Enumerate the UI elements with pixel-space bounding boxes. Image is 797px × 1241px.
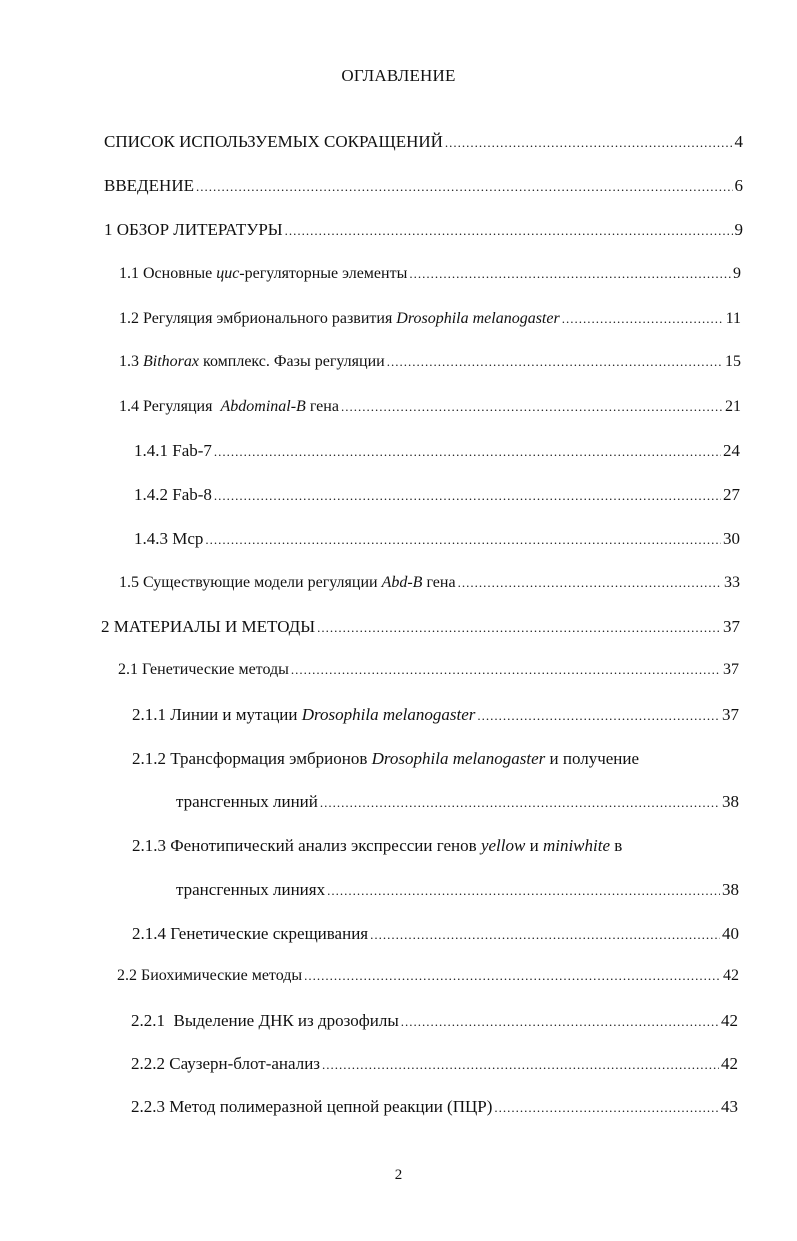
- toc-entry[interactable]: [132, 924, 739, 946]
- toc-page-number: 15: [725, 353, 741, 370]
- toc-page-number: 38: [722, 792, 739, 811]
- toc-entry-text: 2.1 Генетические методы: [118, 661, 289, 678]
- toc-entry[interactable]: [134, 529, 740, 551]
- toc-entry[interactable]: [132, 705, 739, 727]
- toc-page-number: 24: [723, 441, 740, 460]
- toc-entry[interactable]: [119, 265, 741, 287]
- dot-leader: [445, 135, 733, 151]
- toc-entry-text: [119, 398, 339, 416]
- text-run: и: [525, 836, 543, 855]
- toc-entry[interactable]: [134, 441, 740, 463]
- italic-term: Bithorax: [143, 353, 199, 370]
- text-run: 2.1.1 Линии и мутации: [132, 705, 302, 724]
- toc-entry[interactable]: [119, 574, 740, 596]
- toc-entry-text: трансгенных линиях: [176, 880, 326, 899]
- toc-page-number: 43: [721, 1097, 738, 1116]
- page-number: 2: [394, 1167, 403, 1183]
- toc-entry-text: СПИСОК ИСПОЛЬЗУЕМЫХ СОКРАЩЕНИЙ: [104, 132, 443, 151]
- text-run: 2.1.2 Трансформация эмбрионов: [132, 749, 372, 768]
- toc-entry[interactable]: [101, 617, 740, 639]
- toc-page-number: 42: [723, 967, 739, 984]
- dot-leader: [205, 532, 721, 548]
- dot-leader: [320, 795, 720, 811]
- toc-entry-text: [119, 265, 407, 283]
- text-run: гена: [422, 574, 456, 591]
- text-run: комплекс. Фазы регуляции: [199, 353, 385, 370]
- toc-entry-text: ВВЕДЕНИЕ: [104, 176, 194, 195]
- dot-leader: [458, 575, 722, 591]
- text-run: 1.4 Регуляция: [119, 398, 221, 415]
- toc-page-number: 40: [722, 924, 739, 943]
- toc-page-number: 37: [722, 705, 739, 724]
- toc-entry[interactable]: [119, 398, 741, 420]
- italic-term: Drosophila melanogaster: [301, 705, 476, 724]
- toc-page-number: 42: [721, 1011, 738, 1030]
- dot-leader: [477, 708, 720, 724]
- dot-leader: [196, 179, 733, 195]
- toc-entry-text: 2 МАТЕРИАЛЫ И МЕТОДЫ: [101, 617, 316, 636]
- toc-page-number: 9: [733, 265, 741, 282]
- toc-entry[interactable]: [131, 1011, 738, 1033]
- toc-page-number: 27: [723, 485, 740, 504]
- toc-entry-text: 1.4.1 Fab-7: [134, 441, 212, 460]
- dot-leader: [341, 399, 723, 415]
- toc-page-number: 37: [723, 661, 739, 678]
- dot-leader: [304, 968, 721, 984]
- toc-entry[interactable]: [134, 485, 740, 507]
- dot-leader: [387, 354, 723, 370]
- italic-term: Drosophila melanogaster: [371, 749, 546, 768]
- toc-entry-text: [119, 574, 456, 592]
- toc-entry-text: 1 ОБЗОР ЛИТЕРАТУРЫ: [104, 220, 283, 239]
- toc-entry[interactable]: [104, 176, 743, 198]
- toc-entry[interactable]: [117, 967, 739, 989]
- toc-entry-text: 2.2 Биохимические методы: [117, 967, 303, 984]
- text-run: в: [610, 836, 623, 855]
- toc-entry-text: [119, 353, 385, 371]
- toc-entry-text: 2.2.2 Саузерн-блот-анализ: [131, 1054, 321, 1073]
- dot-leader: [317, 620, 721, 636]
- toc-entry-text: 1.4.3 Mcp: [134, 529, 204, 548]
- toc-page-number: 30: [723, 529, 740, 548]
- dot-leader: [214, 488, 721, 504]
- toc-page-number: 37: [723, 617, 740, 636]
- toc-entry-first-line[interactable]: [132, 749, 639, 771]
- toc-page-number: 4: [734, 132, 743, 151]
- dot-leader: [494, 1100, 719, 1116]
- text-run: 1.1 Основные: [119, 265, 217, 282]
- text-run: 1.3: [119, 353, 143, 370]
- toc-entry[interactable]: [176, 880, 739, 902]
- italic-term: Abdominal-B: [220, 398, 306, 415]
- toc-entry-text: 2.1.4 Генетические скрещивания: [132, 924, 369, 943]
- italic-term: Abd-B: [381, 574, 423, 591]
- text-run: и получение: [545, 749, 640, 768]
- text-run: 1.5 Существующие модели регуляции: [119, 574, 382, 591]
- toc-entry-first-line[interactable]: [132, 836, 622, 858]
- toc-page-number: 9: [734, 220, 743, 239]
- dot-leader: [370, 927, 720, 943]
- italic-term: цис: [216, 265, 240, 282]
- toc-entry[interactable]: [119, 310, 741, 332]
- toc-page-number: 11: [725, 310, 741, 327]
- text-run: 1.2 Регуляция эмбрионального развития: [119, 310, 397, 327]
- toc-entry-text: 1.4.2 Fab-8: [134, 485, 212, 504]
- italic-term: Drosophila melanogaster: [396, 310, 560, 327]
- text-run: -регуляторные элементы: [239, 265, 408, 282]
- toc-entry[interactable]: [104, 220, 743, 242]
- dot-leader: [285, 223, 733, 239]
- toc-entry-text: [132, 705, 475, 725]
- toc-page-number: 21: [725, 398, 741, 415]
- dot-leader: [291, 662, 721, 678]
- text-run: 2.1.3 Фенотипический анализ экспрессии генов: [132, 836, 481, 855]
- dot-leader: [401, 1014, 719, 1030]
- dot-leader: [322, 1057, 719, 1073]
- toc-entry-text: 2.2.1 Выделение ДНК из дрозофилы: [131, 1011, 399, 1030]
- toc-entry[interactable]: [104, 132, 743, 154]
- toc-entry[interactable]: [176, 792, 739, 814]
- toc-entry-text: 2.2.3 Метод полимеразной цепной реакции (ПЦР): [131, 1097, 493, 1116]
- text-run: гена: [305, 398, 339, 415]
- dot-leader: [327, 883, 720, 899]
- dot-leader: [409, 266, 731, 282]
- italic-term: yellow: [480, 836, 526, 855]
- toc-entry[interactable]: [131, 1097, 738, 1119]
- dot-leader: [214, 444, 721, 460]
- toc-page-number: 38: [722, 880, 739, 899]
- toc-entry[interactable]: [131, 1054, 738, 1076]
- toc-title: ОГЛАВЛЕНИЕ: [341, 66, 456, 85]
- dot-leader: [562, 311, 724, 327]
- toc-page-number: 33: [724, 574, 740, 591]
- toc-page-number: 42: [721, 1054, 738, 1073]
- toc-entry[interactable]: [119, 353, 741, 375]
- toc-entry[interactable]: [118, 661, 739, 683]
- italic-term: miniwhite: [542, 836, 610, 855]
- toc-entry-text: трансгенных линий: [176, 792, 318, 811]
- toc-entry-text: [119, 310, 560, 328]
- toc-page-number: 6: [734, 176, 743, 195]
